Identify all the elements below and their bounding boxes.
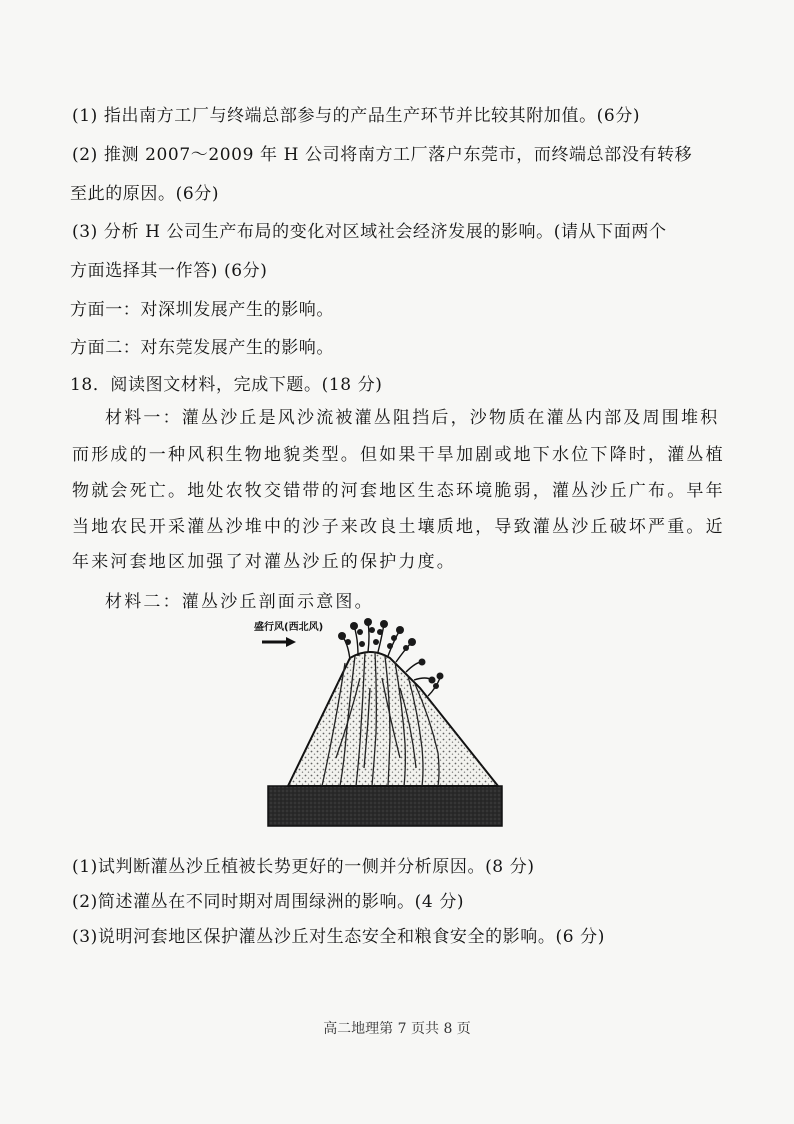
material1-line: 年来河套地区加强了对灌丛沙丘的保护力度。 [72,552,456,572]
material1-line: 物就会死亡。地处农牧交错带的河套地区生态环境脆弱，灌丛沙丘广布。早年 [72,481,725,501]
shrub-dune-diagram [250,618,510,833]
q17-aspect2: 方面二：对东莞发展产生的影响。 [70,338,334,358]
q17-sub2-line2: 至此的原因。(6分) [70,184,220,204]
q18-question-1: (1)试判断灌丛沙丘植被长势更好的一侧并分析原因。(8 分) [72,857,535,877]
q17-sub3-line2: 方面选择其一作答) (6分) [70,261,268,281]
q17-sub1: (1) 指出南方工厂与终端总部参与的产品生产环节并比较其附加值。(6分) [72,106,641,126]
q18-question-2: (2)简述灌丛在不同时期对周围绿洲的影响。(4 分) [72,892,465,912]
q18-heading: 18．阅读图文材料，完成下题。(18 分) [70,375,383,395]
q17-sub3-line1: (3) 分析 H 公司生产布局的变化对区域社会经济发展的影响。(请从下面两个 [72,222,667,242]
material2-caption: 材料二：灌丛沙丘剖面示意图。 [105,592,374,612]
ground-layer [268,786,502,826]
page-footer: 高二地理第 7 页共 8 页 [323,1021,471,1037]
q17-aspect1: 方面一：对深圳发展产生的影响。 [70,300,334,320]
wind-label: 盛行风(西北风) [254,622,324,633]
q18-question-3: (3)说明河套地区保护灌丛沙丘对生态安全和粮食安全的影响。(6 分) [72,927,605,947]
material1-line: 而形成的一种风积生物地貌类型。但如果干旱加剧或地下水位下降时，灌丛植 [72,445,725,465]
wind-arrow-icon [262,637,296,647]
shrub-dune-figure [250,618,510,833]
q17-sub2-line1: (2) 推测 2007～2009 年 H 公司将南方工厂落户东莞市，而终端总部没有转移 [72,145,693,165]
material1-line: 材料一：灌丛沙丘是风沙流被灌丛阻挡后，沙物质在灌丛内部及周围堆积 [105,408,720,428]
material1-line: 当地农民开采灌丛沙堆中的沙子来改良土壤质地，导致灌丛沙丘破坏严重。近 [72,517,725,537]
